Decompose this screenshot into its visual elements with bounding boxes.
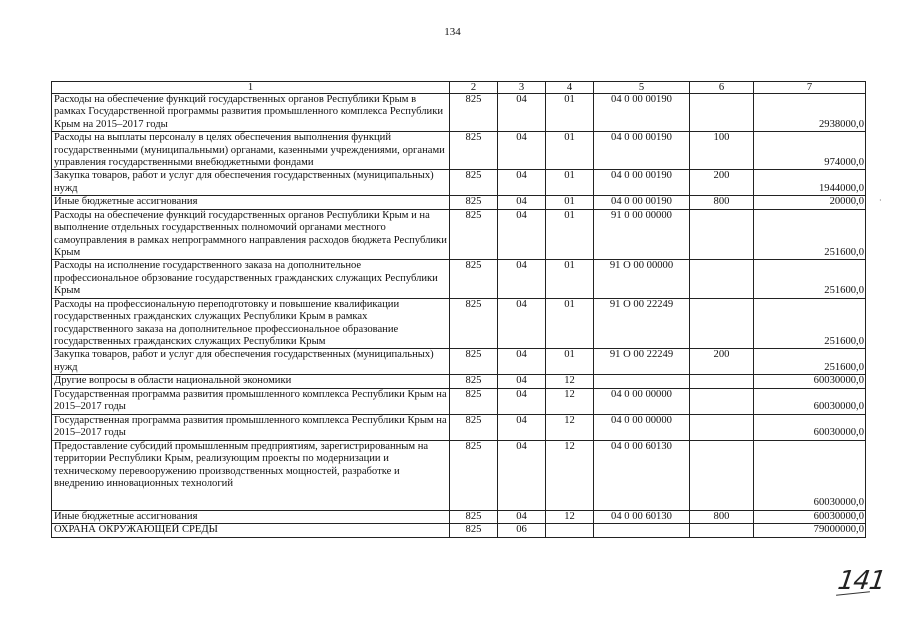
row-code-2: 825 xyxy=(450,196,498,209)
row-code-3: 04 xyxy=(498,196,546,209)
row-amount: 79000000,0 xyxy=(754,524,866,537)
row-code-4: 01 xyxy=(546,132,594,170)
row-amount: 1944000,0 xyxy=(754,170,866,196)
row-code-5: 91 0 00 00000 xyxy=(594,209,690,260)
row-code-6 xyxy=(690,440,754,510)
row-name: Расходы на обеспечение функций государственных органов Республики Крым и на выполнение отдельных государственных полномочий органами местного самоуправления в рамках непрограммного направления расходов бюджета Республики Крым xyxy=(52,209,450,260)
row-code-2: 825 xyxy=(450,524,498,537)
row-code-3: 04 xyxy=(498,94,546,132)
table-row xyxy=(52,414,866,440)
row-name: Расходы на обеспечение функций государственных органов Республики Крым в рамках Государственной программы развития промышленного комплекса Республики Крым на 2015–2017 годы xyxy=(52,94,450,132)
row-code-2: 825 xyxy=(450,510,498,523)
handwritten-page-number: 141 xyxy=(835,566,887,596)
row-code-2: 825 xyxy=(450,440,498,510)
row-code-3: 04 xyxy=(498,414,546,440)
row-code-2: 825 xyxy=(450,260,498,298)
budget-table xyxy=(51,81,866,538)
row-amount: 251600,0 xyxy=(754,298,866,349)
row-code-2: 825 xyxy=(450,94,498,132)
table-row xyxy=(52,298,866,349)
row-code-4: 01 xyxy=(546,170,594,196)
row-name: Расходы на профессиональную переподготовку и повышение квалификации государственных гражданских служащих Республики Крым в рамках государственного заказа на дополнительное профессиональное образование государственных гражданских служащих Республики Крым xyxy=(52,298,450,349)
column-header: 6 xyxy=(690,82,754,94)
row-amount: 251600,0 xyxy=(754,349,866,375)
row-code-5 xyxy=(594,524,690,537)
row-code-6: 200 xyxy=(690,349,754,375)
row-code-2: 825 xyxy=(450,414,498,440)
row-code-5: 04 0 00 60130 xyxy=(594,510,690,523)
table-row xyxy=(52,170,866,196)
row-amount: 60030000,0 xyxy=(754,414,866,440)
table-row xyxy=(52,388,866,414)
row-code-3: 04 xyxy=(498,388,546,414)
row-amount: 974000,0 xyxy=(754,132,866,170)
row-amount: 60030000,0 xyxy=(754,510,866,523)
row-code-6 xyxy=(690,94,754,132)
row-code-2: 825 xyxy=(450,349,498,375)
table-row xyxy=(52,349,866,375)
row-code-4: 01 xyxy=(546,298,594,349)
row-code-3: 04 xyxy=(498,510,546,523)
row-code-2: 825 xyxy=(450,170,498,196)
row-code-6: 100 xyxy=(690,132,754,170)
row-name: ОХРАНА ОКРУЖАЮЩЕЙ СРЕДЫ xyxy=(52,524,450,537)
table-row xyxy=(52,94,866,132)
row-code-4: 01 xyxy=(546,260,594,298)
table-row xyxy=(52,260,866,298)
row-amount: 20000,0 xyxy=(754,196,866,209)
row-code-2: 825 xyxy=(450,209,498,260)
row-code-6 xyxy=(690,260,754,298)
row-code-3: 04 xyxy=(498,170,546,196)
row-amount: 251600,0 xyxy=(754,260,866,298)
row-code-6 xyxy=(690,298,754,349)
row-code-6 xyxy=(690,414,754,440)
row-code-4 xyxy=(546,524,594,537)
row-code-5: 91 О 00 22249 xyxy=(594,349,690,375)
row-name: Расходы на исполнение государственного заказа на дополнительное профессиональное обрзование государственных гражданских служащих Республики Крым xyxy=(52,260,450,298)
row-name: Закупка товаров, работ и услуг для обеспечения государственных (муниципальных) нужд xyxy=(52,170,450,196)
row-code-4: 12 xyxy=(546,375,594,388)
row-code-4: 12 xyxy=(546,510,594,523)
row-code-4: 12 xyxy=(546,414,594,440)
row-code-3: 06 xyxy=(498,524,546,537)
row-code-3: 04 xyxy=(498,349,546,375)
row-name: Государственная программа развития промышленного комплекса Республики Крым на 2015–2017 годы xyxy=(52,414,450,440)
row-code-5: 04 0 00 00190 xyxy=(594,170,690,196)
row-code-4: 12 xyxy=(546,440,594,510)
row-code-5: 91 О 00 22249 xyxy=(594,298,690,349)
row-name: Государственная программа развития промышленного комплекса Республики Крым на 2015–2017 годы xyxy=(52,388,450,414)
row-code-6: 800 xyxy=(690,510,754,523)
row-code-4: 01 xyxy=(546,196,594,209)
row-code-6 xyxy=(690,388,754,414)
row-code-4: 01 xyxy=(546,209,594,260)
row-code-6 xyxy=(690,209,754,260)
column-header: 4 xyxy=(546,82,594,94)
table-row xyxy=(52,375,866,388)
row-name: Предоставление субсидий промышленным предприятиям, зарегистрированным на территории Республики Крым, реализующим проекты по модернизации и техническому перевооружению производственных мощностей, разработке и внедрению инновационных технологий xyxy=(52,440,450,510)
table-row xyxy=(52,524,866,537)
row-code-2: 825 xyxy=(450,132,498,170)
page-number: 134 xyxy=(444,26,461,38)
table-row xyxy=(52,209,866,260)
row-code-6: 800 xyxy=(690,196,754,209)
row-code-5 xyxy=(594,375,690,388)
table-row xyxy=(52,132,866,170)
row-code-2: 825 xyxy=(450,298,498,349)
row-code-5: 04 0 00 60130 xyxy=(594,440,690,510)
row-code-5: 04 0 00 00190 xyxy=(594,132,690,170)
table-header-row xyxy=(52,82,866,94)
column-header: 5 xyxy=(594,82,690,94)
row-code-3: 04 xyxy=(498,260,546,298)
row-code-3: 04 xyxy=(498,132,546,170)
row-code-2: 825 xyxy=(450,375,498,388)
row-code-6 xyxy=(690,375,754,388)
row-code-4: 12 xyxy=(546,388,594,414)
column-header: 7 xyxy=(754,82,866,94)
row-code-5: 04 0 00 00190 xyxy=(594,196,690,209)
table-row xyxy=(52,510,866,523)
row-code-6 xyxy=(690,524,754,537)
column-header: 2 xyxy=(450,82,498,94)
row-amount: 60030000,0 xyxy=(754,440,866,510)
row-code-5: 04 0 00 00000 xyxy=(594,414,690,440)
row-name: Иные бюджетные ассигнования xyxy=(52,510,450,523)
row-code-4: 01 xyxy=(546,94,594,132)
row-amount: 60030000,0 xyxy=(754,388,866,414)
row-code-2: 825 xyxy=(450,388,498,414)
column-header: 3 xyxy=(498,82,546,94)
column-header: 1 xyxy=(52,82,450,94)
row-name: Другие вопросы в области национальной экономики xyxy=(52,375,450,388)
row-name: Иные бюджетные ассигнования xyxy=(52,196,450,209)
row-amount: 60030000,0 xyxy=(754,375,866,388)
row-name: Расходы на выплаты персоналу в целях обеспечения выполнения функций государственными (муниципальными) органами, казенными учреждениями, органами управления государственными внебюджетными фондами xyxy=(52,132,450,170)
row-code-3: 04 xyxy=(498,298,546,349)
row-code-4: 01 xyxy=(546,349,594,375)
row-code-3: 04 xyxy=(498,209,546,260)
row-code-3: 04 xyxy=(498,440,546,510)
table-row xyxy=(52,440,866,510)
row-code-5: 91 О 00 00000 xyxy=(594,260,690,298)
row-code-3: 04 xyxy=(498,375,546,388)
row-code-5: 04 0 00 00000 xyxy=(594,388,690,414)
row-amount: 2938000,0 xyxy=(754,94,866,132)
row-amount: 251600,0 xyxy=(754,209,866,260)
table-row xyxy=(52,196,866,209)
row-code-6: 200 xyxy=(690,170,754,196)
row-name: Закупка товаров, работ и услуг для обеспечения государственных (муниципальных) нужд xyxy=(52,349,450,375)
margin-mark: · xyxy=(879,196,882,205)
row-code-5: 04 0 00 00190 xyxy=(594,94,690,132)
